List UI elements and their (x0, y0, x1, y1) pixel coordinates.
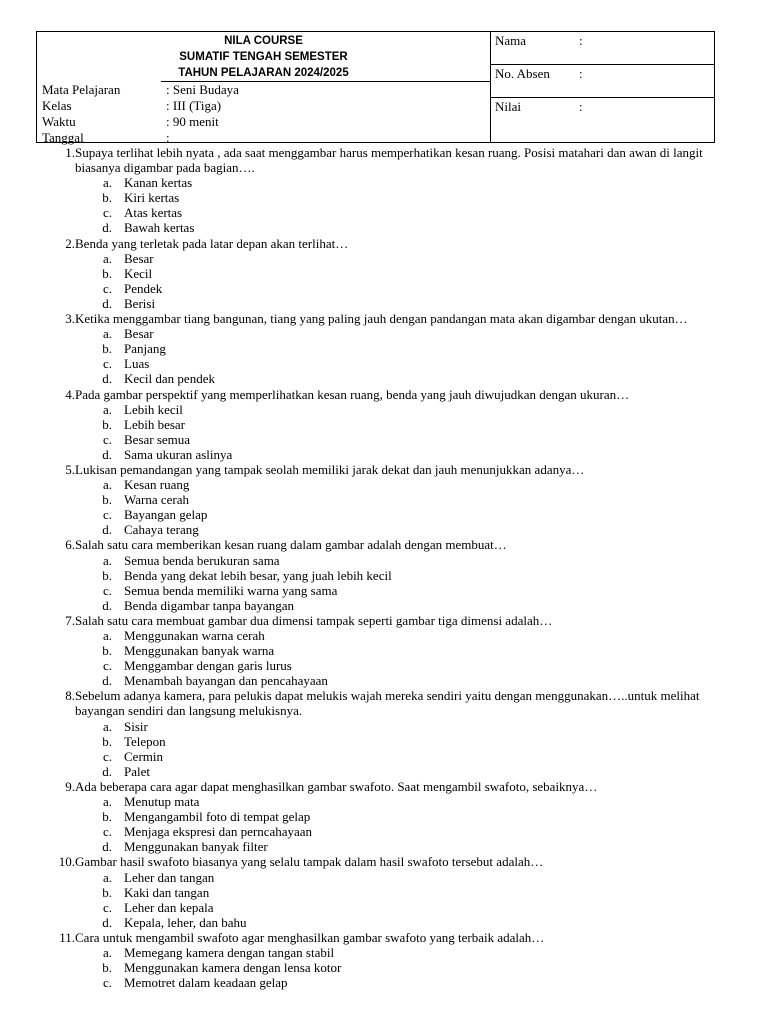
option-letter: b. (102, 733, 112, 749)
option-letter: c. (102, 824, 112, 840)
answer-option[interactable] (36, 598, 716, 613)
answer-option[interactable] (36, 281, 716, 296)
answer-option[interactable] (36, 477, 716, 492)
answer-option[interactable] (36, 719, 716, 734)
info-row-time (42, 114, 239, 130)
answer-option[interactable] (36, 960, 716, 975)
question-number: 4. (65, 386, 75, 402)
option-text: Leher dan kepala (124, 899, 214, 915)
field-label: No. Absen (495, 66, 550, 81)
question-number: 6. (65, 537, 75, 553)
question-item (36, 387, 716, 402)
option-list (36, 945, 716, 990)
option-text: Luas (124, 356, 150, 372)
option-text: Cahaya terang (124, 522, 199, 538)
option-letter: a. (102, 477, 112, 493)
question-number: 10. (58, 854, 75, 870)
answer-option[interactable] (36, 447, 716, 462)
option-text: Kecil (124, 265, 153, 281)
option-letter: c. (102, 658, 112, 674)
question-number: 3. (65, 311, 75, 327)
answer-option[interactable] (36, 900, 716, 915)
option-text: Palet (124, 763, 150, 779)
option-text: Menutup mata (124, 794, 200, 810)
option-letter: b. (102, 341, 112, 357)
question-list (36, 145, 716, 990)
answer-option[interactable] (36, 673, 716, 688)
question-item (36, 854, 716, 869)
answer-option[interactable] (36, 643, 716, 658)
answer-option[interactable] (36, 296, 716, 311)
option-letter: a. (102, 944, 112, 960)
option-text: Besar semua (124, 431, 191, 447)
answer-option[interactable] (36, 583, 716, 598)
question-text: Lukisan pemandangan yang tampak seolah memiliki jarak dekat dan jauh menunjukkan adanya… (75, 461, 585, 477)
question-text: Benda yang terletak pada latar depan akan terlihat… (75, 235, 349, 251)
option-letter: c. (102, 582, 112, 598)
info-value: : (166, 130, 170, 145)
answer-option[interactable] (36, 568, 716, 583)
question-item (36, 930, 716, 945)
header-right-panel (490, 32, 715, 143)
option-letter: a. (102, 326, 112, 342)
option-letter: b. (102, 567, 112, 583)
question-item (36, 537, 716, 552)
option-letter: c. (102, 748, 112, 764)
question-text: Ada beberapa cara agar dapat menghasilkan gambar swafoto. Saat mengambil swafoto, sebaiknya… (75, 778, 598, 794)
option-list (36, 326, 716, 386)
option-letter: b. (102, 416, 112, 432)
option-text: Bayangan gelap (124, 507, 208, 523)
question-number: 2. (65, 235, 75, 251)
title-line-3: TAHUN PELAJARAN 2024/2025 (178, 67, 349, 79)
option-letter: a. (102, 401, 112, 417)
option-text: Sisir (124, 718, 148, 734)
info-label: Waktu (42, 114, 76, 129)
answer-option[interactable] (36, 522, 716, 537)
answer-option[interactable] (36, 553, 716, 568)
answer-option[interactable] (36, 326, 716, 341)
option-text: Kepala, leher, dan bahu (124, 914, 247, 930)
option-text: Lebih besar (124, 416, 186, 432)
option-text: Semua benda memiliki warna yang sama (124, 582, 338, 598)
answer-option[interactable] (36, 658, 716, 673)
answer-option[interactable] (36, 734, 716, 749)
answer-option[interactable] (36, 417, 716, 432)
option-letter: c. (102, 899, 112, 915)
option-letter: b. (102, 884, 112, 900)
option-text: Telepon (124, 733, 166, 749)
answer-option[interactable] (36, 175, 716, 190)
option-list (36, 628, 716, 688)
option-text: Atas kertas (124, 205, 183, 221)
info-label: Tanggal (42, 130, 84, 145)
question-text: Supaya terlihat lebih nyata , ada saat menggambar harus memperhatikan kesan ruang. Posisi matahari dan awan di langit biasanya digambar pada bagian…. (75, 145, 703, 176)
answer-option[interactable] (36, 764, 716, 779)
option-list (36, 553, 716, 613)
question-number: 7. (65, 612, 75, 628)
option-letter: c. (102, 205, 112, 221)
answer-option[interactable] (36, 885, 716, 900)
option-letter: b. (102, 190, 112, 206)
option-letter: a. (102, 869, 112, 885)
option-text: Sama ukuran aslinya (124, 446, 233, 462)
option-letter: d. (102, 371, 112, 387)
option-letter: d. (102, 673, 112, 689)
option-text: Panjang (124, 341, 166, 357)
question-number: 11. (59, 929, 75, 945)
option-text: Menambah bayangan dan pencahayaan (124, 673, 328, 689)
option-letter: b. (102, 492, 112, 508)
question-number: 5. (65, 461, 75, 477)
option-letter: b. (102, 960, 112, 976)
title-line-2: SUMATIF TENGAH SEMESTER (179, 51, 348, 63)
option-text: Benda digambar tanpa bayangan (124, 597, 295, 613)
option-list (36, 402, 716, 462)
info-label: Mata Pelajaran (42, 82, 121, 97)
info-value: : III (Tiga) (166, 98, 222, 113)
option-text: Lebih kecil (124, 401, 183, 417)
option-list (36, 870, 716, 930)
option-letter: d. (102, 446, 112, 462)
option-text: Besar (124, 250, 154, 266)
answer-option[interactable] (36, 839, 716, 854)
field-colon: : (579, 66, 583, 81)
answer-option[interactable] (36, 749, 716, 764)
question-number: 8. (65, 688, 75, 704)
option-letter: b. (102, 809, 112, 825)
option-text: Menjaga ekspresi dan perncahayaan (124, 824, 313, 840)
question-number: 9. (65, 778, 75, 794)
field-label: Nama (495, 33, 527, 48)
option-letter: d. (102, 295, 112, 311)
question-item (36, 145, 716, 175)
info-row-date (42, 130, 239, 146)
field-name[interactable] (490, 32, 715, 65)
question-item (36, 779, 716, 794)
question-text: Pada gambar perspektif yang memperlihatkan kesan ruang, benda yang jauh diwujudkan dengan ukuran… (75, 386, 630, 402)
question-item (36, 688, 716, 718)
question-text: Cara untuk mengambil swafoto agar menghasilkan gambar swafoto yang terbaik adalah… (75, 929, 545, 945)
option-letter: a. (102, 794, 112, 810)
option-letter: a. (102, 250, 112, 266)
option-letter: b. (102, 265, 112, 281)
answer-option[interactable] (36, 975, 716, 990)
question-number: 1. (65, 145, 75, 160)
answer-option[interactable] (36, 945, 716, 960)
option-text: Kecil dan pendek (124, 371, 215, 387)
option-list (36, 794, 716, 854)
answer-option[interactable] (36, 251, 716, 266)
option-text: Semua benda berukuran sama (124, 552, 280, 568)
info-value: : Seni Budaya (166, 82, 239, 97)
option-text: Berisi (124, 295, 156, 311)
option-letter: a. (102, 628, 112, 643)
answer-option[interactable] (36, 220, 716, 235)
info-row-class (42, 98, 239, 114)
field-colon: : (579, 99, 583, 114)
option-text: Menggambar dengan garis lurus (124, 658, 292, 674)
title-line-1: NILA COURSE (224, 35, 303, 47)
question-text: Salah satu cara membuat gambar dua dimensi tampak seperti gambar tiga dimensi adalah… (75, 612, 553, 628)
option-letter: a. (102, 718, 112, 734)
field-absen[interactable] (490, 65, 715, 98)
option-text: Memotret dalam keadaan gelap (124, 975, 288, 991)
option-text: Bawah kertas (124, 220, 195, 236)
question-text: Salah satu cara memberikan kesan ruang dalam gambar adalah dengan membuat… (75, 537, 507, 553)
question-item (36, 462, 716, 477)
option-letter: d. (102, 597, 112, 613)
option-letter: c. (102, 356, 112, 372)
answer-option[interactable] (36, 507, 716, 522)
option-letter: d. (102, 914, 112, 930)
answer-option[interactable] (36, 628, 716, 643)
header-left-panel (37, 32, 491, 143)
field-label: Nilai (495, 99, 521, 114)
option-list (36, 719, 716, 779)
info-value: : 90 menit (166, 114, 219, 129)
answer-option[interactable] (36, 432, 716, 447)
answer-option[interactable] (36, 266, 716, 281)
answer-option[interactable] (36, 809, 716, 824)
answer-option[interactable] (36, 371, 716, 386)
option-text: Kanan kertas (124, 175, 193, 191)
answer-option[interactable] (36, 205, 716, 220)
option-text: Menggunakan banyak filter (124, 839, 268, 855)
option-letter: c. (102, 280, 112, 296)
field-score[interactable] (490, 98, 715, 143)
option-text: Kaki dan tangan (124, 884, 210, 900)
option-text: Menggunakan banyak warna (124, 643, 275, 659)
field-colon: : (579, 33, 583, 48)
answer-option[interactable] (36, 794, 716, 809)
option-text: Mengangambil foto di tempat gelap (124, 809, 311, 825)
option-text: Warna cerah (124, 492, 189, 508)
option-list (36, 477, 716, 537)
option-text: Leher dan tangan (124, 869, 215, 885)
question-item (36, 236, 716, 251)
info-row-subject (42, 82, 239, 98)
question-item (36, 311, 716, 326)
option-text: Memegang kamera dengan tangan stabil (124, 944, 335, 960)
answer-option[interactable] (36, 915, 716, 930)
option-text: Benda yang dekat lebih besar, yang juah lebih kecil (124, 567, 392, 583)
option-letter: c. (102, 975, 112, 991)
answer-option[interactable] (36, 824, 716, 839)
question-item (36, 613, 716, 628)
answer-option[interactable] (36, 870, 716, 885)
option-text: Cermin (124, 748, 163, 764)
answer-option[interactable] (36, 402, 716, 417)
option-letter: a. (102, 175, 112, 191)
question-text: Ketika menggambar tiang bangunan, tiang yang paling jauh dengan pandangan mata akan digambar dengan ukutan… (75, 311, 688, 327)
option-letter: d. (102, 763, 112, 779)
question-text: Sebelum adanya kamera, para pelukis dapat melukis wajah mereka sendiri yaitu dengan menggunakan…..untuk melihat bayangan sendiri dan langsung melukisnya. (75, 688, 700, 719)
option-list (36, 251, 716, 311)
option-list (36, 175, 716, 235)
option-letter: c. (102, 507, 112, 523)
answer-option[interactable] (36, 341, 716, 356)
option-letter: d. (102, 220, 112, 236)
answer-option[interactable] (36, 492, 716, 507)
exam-title (37, 32, 490, 83)
option-text: Menggunakan kamera dengan lensa kotor (124, 960, 342, 976)
option-text: Kesan ruang (124, 477, 190, 493)
exam-header (36, 31, 715, 143)
answer-option[interactable] (36, 356, 716, 371)
option-letter: b. (102, 643, 112, 659)
option-text: Pendek (124, 280, 163, 296)
option-text: Kiri kertas (124, 190, 180, 206)
option-letter: c. (102, 431, 112, 447)
option-text: Menggunakan warna cerah (124, 628, 265, 643)
option-letter: d. (102, 839, 112, 855)
exam-info (42, 82, 239, 146)
option-text: Besar (124, 326, 154, 342)
question-text: Gambar hasil swafoto biasanya yang selalu tampak dalam hasil swafoto tersebut adalah… (75, 854, 544, 870)
info-label: Kelas (42, 98, 72, 113)
option-letter: d. (102, 522, 112, 538)
option-letter: a. (102, 552, 112, 568)
answer-option[interactable] (36, 190, 716, 205)
